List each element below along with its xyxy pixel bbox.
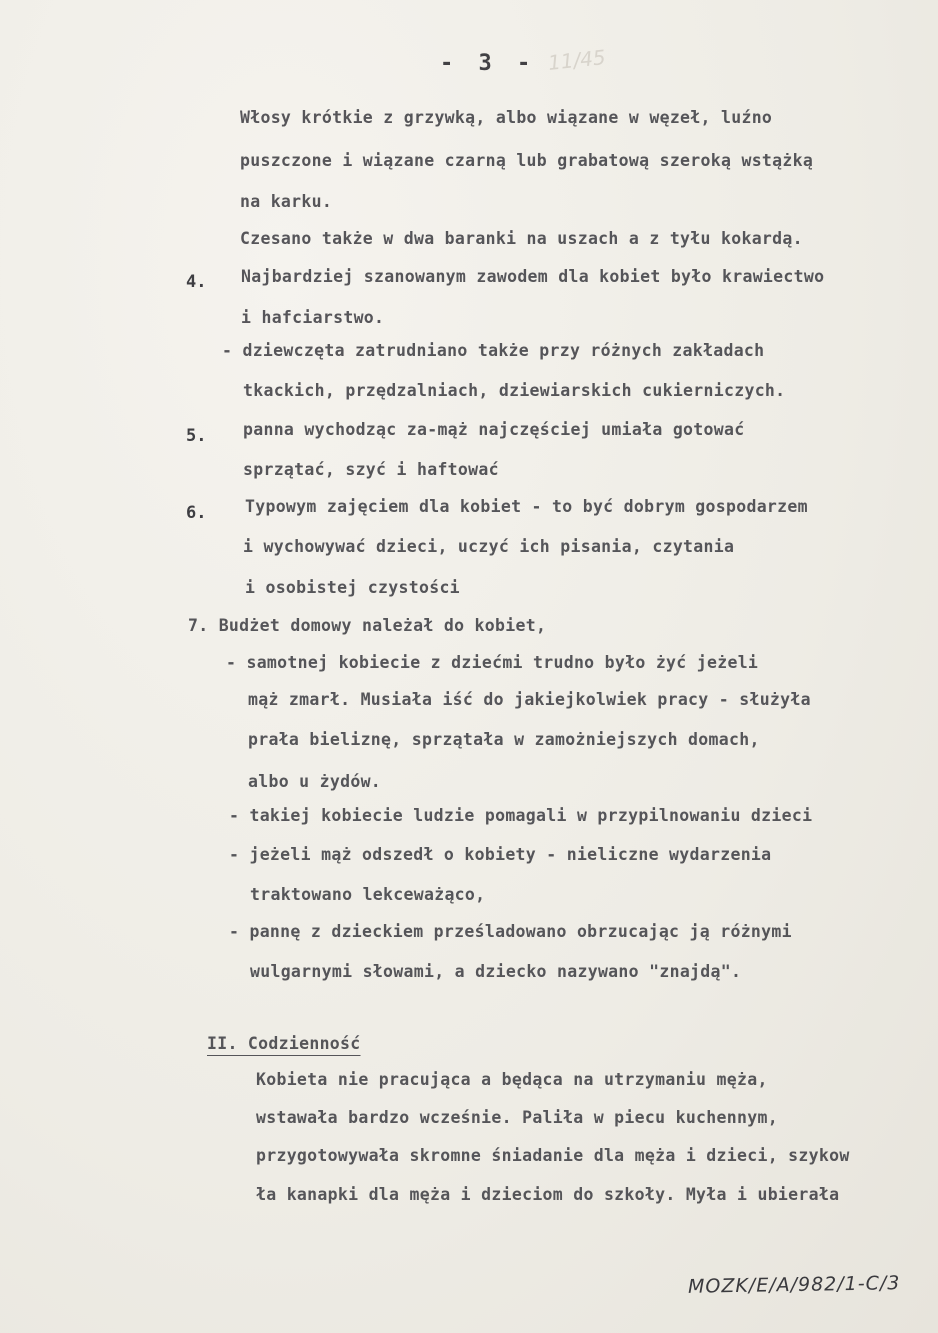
text-line: - samotnej kobiecie z dziećmi trudno było żyć jeżeli [226,653,759,672]
text-line: Typowym zajęciem dla kobiet - to być dobrym gospodarzem [245,497,808,516]
item-number: 4. [186,272,207,292]
section-heading: II. Codzienność [207,1034,361,1053]
text-line: i hafciarstwo. [241,308,385,327]
text-line: Kobieta nie pracująca a będąca na utrzymaniu męża, [256,1070,768,1089]
faint-pencil-mark: 11/45 [546,45,607,75]
text-line: puszczone i wiązane czarną lub grabatową szeroką wstążką [240,151,814,170]
page-number: - 3 - [440,51,537,76]
text-line: Włosy krótkie z grzywką, albo wiązane w węzeł, luźno [240,108,773,127]
text-line: 7. Budżet domowy należał do kobiet, [188,616,547,635]
text-line: ła kanapki dla męża i dzieciom do szkoły. Myła i ubierała [256,1185,840,1204]
text-line: prała bieliznę, sprzątała w zamożniejszych domach, [248,730,760,749]
text-line: przygotowywała skromne śniadanie dla męża i dzieci, szykow [256,1146,850,1165]
text-line: - dziewczęta zatrudniano także przy różnych zakładach [222,341,765,360]
archive-signature: MOZK/E/A/982/1-C/3 [687,1272,901,1298]
text-line: i wychowywać dzieci, uczyć ich pisania, czytania [243,537,735,556]
text-line: i osobistej czystości [245,578,460,597]
text-line: Czesano także w dwa baranki na uszach a z tyłu kokardą. [240,229,803,248]
text-line: tkackich, przędzalniach, dziewiarskich cukierniczych. [243,381,786,400]
text-line: wstawała bardzo wcześnie. Paliła w piecu kuchennym, [256,1108,778,1127]
text-line: wulgarnymi słowami, a dziecko nazywano "znajdą". [250,962,742,981]
text-line: - takiej kobiecie ludzie pomagali w przypilnowaniu dzieci [229,806,813,825]
item-number: 6. [186,503,207,523]
text-line: mąż zmarł. Musiała iść do jakiejkolwiek pracy - służyła [248,690,811,709]
text-line: Najbardziej szanowanym zawodem dla kobiet było krawiectwo [241,267,825,286]
text-line: na karku. [240,192,333,211]
text-line: albo u żydów. [248,772,382,791]
text-line: - jeżeli mąż odszedł o kobiety - nieliczne wydarzenia [229,845,772,864]
text-line: sprzątać, szyć i haftować [243,460,499,479]
text-line: panna wychodząc za-mąż najczęściej umiała gotować [243,420,745,439]
item-number: 5. [186,426,207,446]
text-line: traktowano lekceważąco, [250,885,486,904]
text-line: - pannę z dzieckiem prześladowano obrzucając ją różnymi [229,922,792,941]
